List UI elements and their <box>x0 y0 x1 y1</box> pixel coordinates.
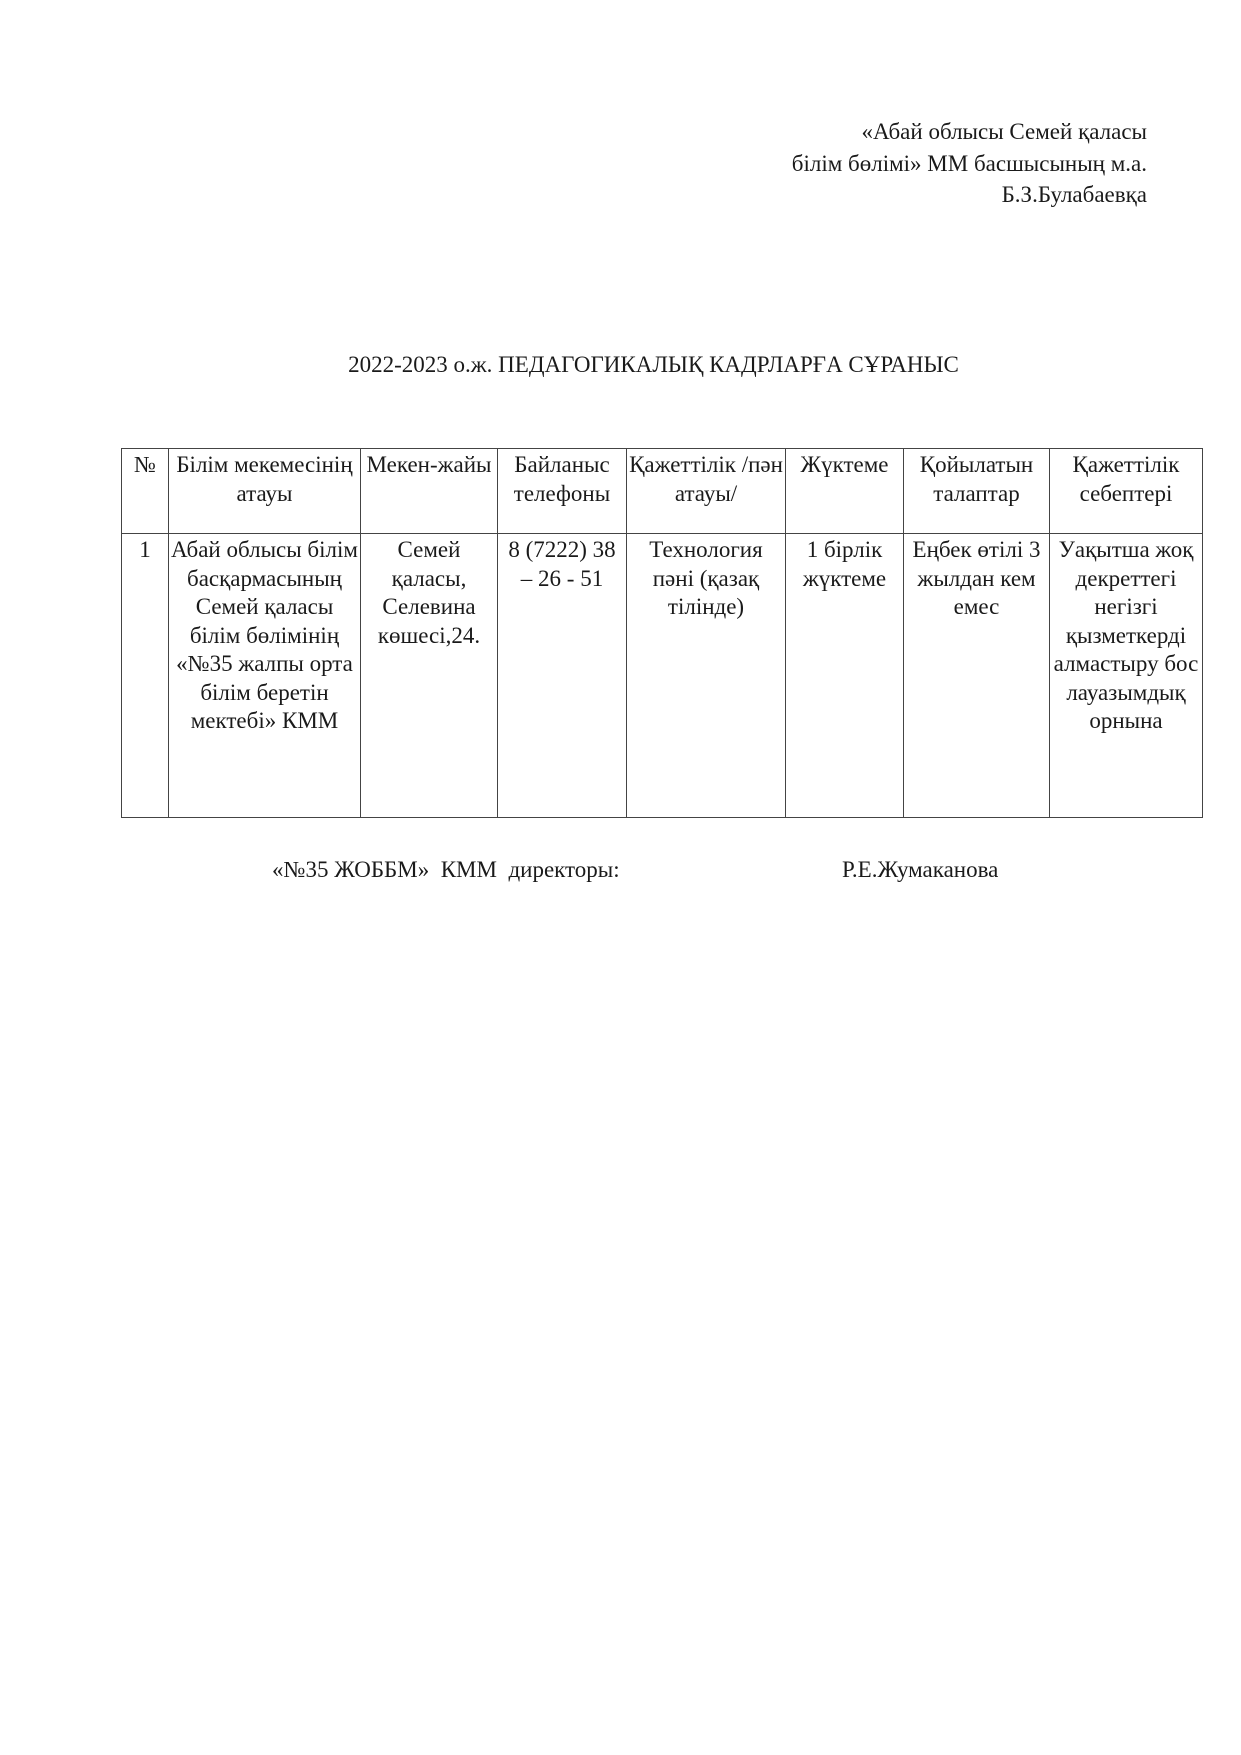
staff-request-table <box>121 448 1203 818</box>
header-number: № <box>122 449 169 534</box>
signature-name: Р.Е.Жумаканова <box>842 857 999 882</box>
cell-address: Семей қаласы, Селевина көшесі,24. <box>361 534 498 818</box>
header-requirements: Қойылатын талаптар <box>904 449 1050 534</box>
cell-load: 1 бірлік жүктеме <box>786 534 904 818</box>
document-title: 2022-2023 о.ж. ПЕДАГОГИКАЛЫҚ КАДРЛАРҒА СҰРАНЫС <box>348 352 959 377</box>
header-subject: Қажеттілік /пән атауы/ <box>627 449 786 534</box>
header-address: Мекен-жайы <box>361 449 498 534</box>
header-reason: Қажеттілік себептері <box>1050 449 1203 534</box>
header-institution: Білім мекемесінің атауы <box>169 449 361 534</box>
table-row <box>122 534 1203 818</box>
signature-position: «№35 ЖОББМ» КММ директоры: <box>272 857 620 882</box>
header-load: Жүктеме <box>786 449 904 534</box>
addressee-block <box>792 116 1147 211</box>
addressee-line-1: «Абай облысы Семей қаласы <box>861 119 1147 144</box>
cell-institution: Абай облысы білім басқармасының Семей қаласы білім бөлімінің «№35 жалпы орта білім беретін мектебі» КММ <box>169 534 361 818</box>
cell-reason: Уақытша жоқ декреттегі негізгі қызметкерді алмастыру бос лауазымдық орнына <box>1050 534 1203 818</box>
cell-phone: 8 (7222) 38 – 26 - 51 <box>498 534 627 818</box>
cell-subject: Технология пәні (қазақ тілінде) <box>627 534 786 818</box>
header-phone: Байланыс телефоны <box>498 449 627 534</box>
table-header-row <box>122 449 1203 534</box>
addressee-line-3: Б.З.Булабаевқа <box>1001 182 1147 207</box>
cell-number: 1 <box>122 534 169 818</box>
addressee-line-2: білім бөлімі» ММ басшысының м.а. <box>791 150 1147 176</box>
cell-requirements: Еңбек өтілі 3 жылдан кем емес <box>904 534 1050 818</box>
